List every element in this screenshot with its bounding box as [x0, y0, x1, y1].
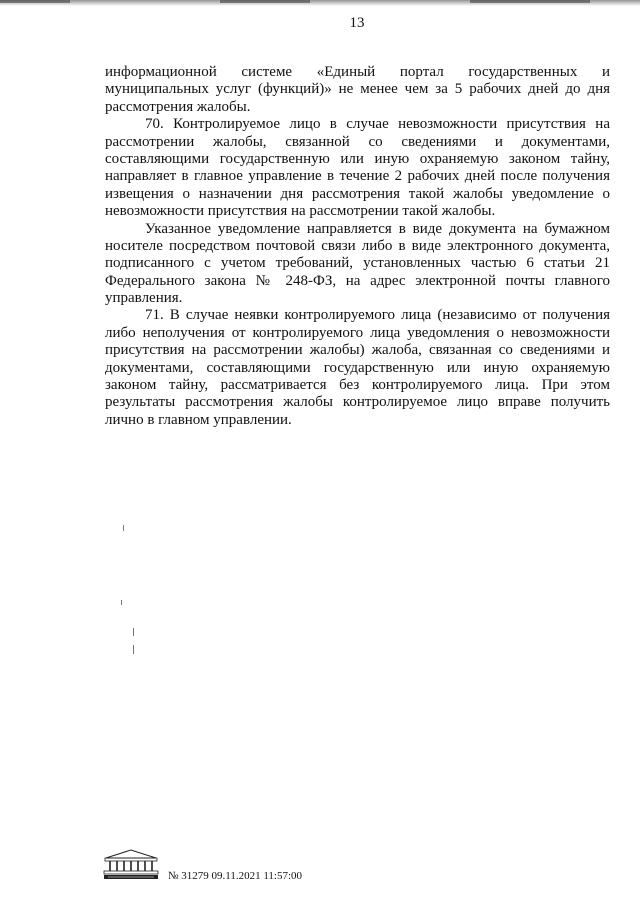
text-line: рассмотрения жалобы.: [105, 98, 251, 115]
page-number: 13: [349, 15, 365, 31]
text-line: результаты рассмотрения жалобы контролируемое лицо вправе получить: [105, 394, 610, 411]
text-line: либо неполучения от контролируемого лица уведомления о невозможности: [105, 324, 610, 341]
text-line: Федерального закона № 248-ФЗ, на адрес электронной почты главного: [105, 272, 610, 289]
building-seal-icon: [100, 848, 162, 880]
text-line: подписанного с учетом требований, установленных частью 6 статьи 21: [105, 255, 610, 272]
text-line: Указанное уведомление направляется в виде документа на бумажном: [145, 220, 610, 237]
paragraph: [105, 221, 610, 308]
paragraph: [105, 64, 610, 116]
paragraph: [105, 116, 610, 220]
text-line: 71. В случае неявки контролируемого лица (независимо от получения: [145, 307, 610, 324]
scan-mark: [123, 525, 124, 531]
scan-mark: [133, 645, 134, 654]
text-line: направляет в главное управление в течение 2 рабочих дней после получения: [105, 168, 610, 185]
registration-stamp-text: № 31279 09.11.2021 11:57:00: [168, 870, 303, 882]
text-line: документами, составляющими государственную или иную охраняемую: [105, 359, 610, 376]
text-line: 70. Контролируемое лицо в случае невозможности присутствия на: [145, 116, 610, 133]
text-line: лично в главном управлении.: [105, 411, 292, 428]
paragraph: [105, 307, 610, 429]
text-line: информационной системе «Единый портал государственных и: [105, 64, 610, 80]
scan-smudge: [0, 0, 70, 3]
text-line: извещения о назначении дня рассмотрения такой жалобы уведомление о: [105, 185, 610, 202]
text-line: составляющими государственную или иную охраняемую законом тайну,: [105, 150, 610, 167]
document-body: [105, 64, 610, 429]
scan-mark: [133, 628, 134, 636]
text-line: управления.: [105, 290, 183, 307]
scan-smudge: [220, 0, 310, 3]
text-line: носителе посредством почтовой связи либо в виде электронного документа,: [105, 237, 610, 254]
text-line: присутствия на рассмотрении жалобы) жалоба, связанная со сведениями и: [105, 342, 610, 359]
text-line: муниципальных услуг (функций)» не менее чем за 5 рабочих дней до дня: [105, 81, 610, 98]
text-line: невозможности присутствия на рассмотрении такой жалобы.: [105, 203, 496, 220]
text-line: рассмотрении жалобы, связанной со сведениями и документами,: [105, 133, 610, 150]
scan-smudge: [470, 0, 590, 3]
scan-mark: [121, 600, 122, 605]
text-line: законом тайну, рассматривается без контролируемого лица. При этом: [105, 377, 610, 394]
